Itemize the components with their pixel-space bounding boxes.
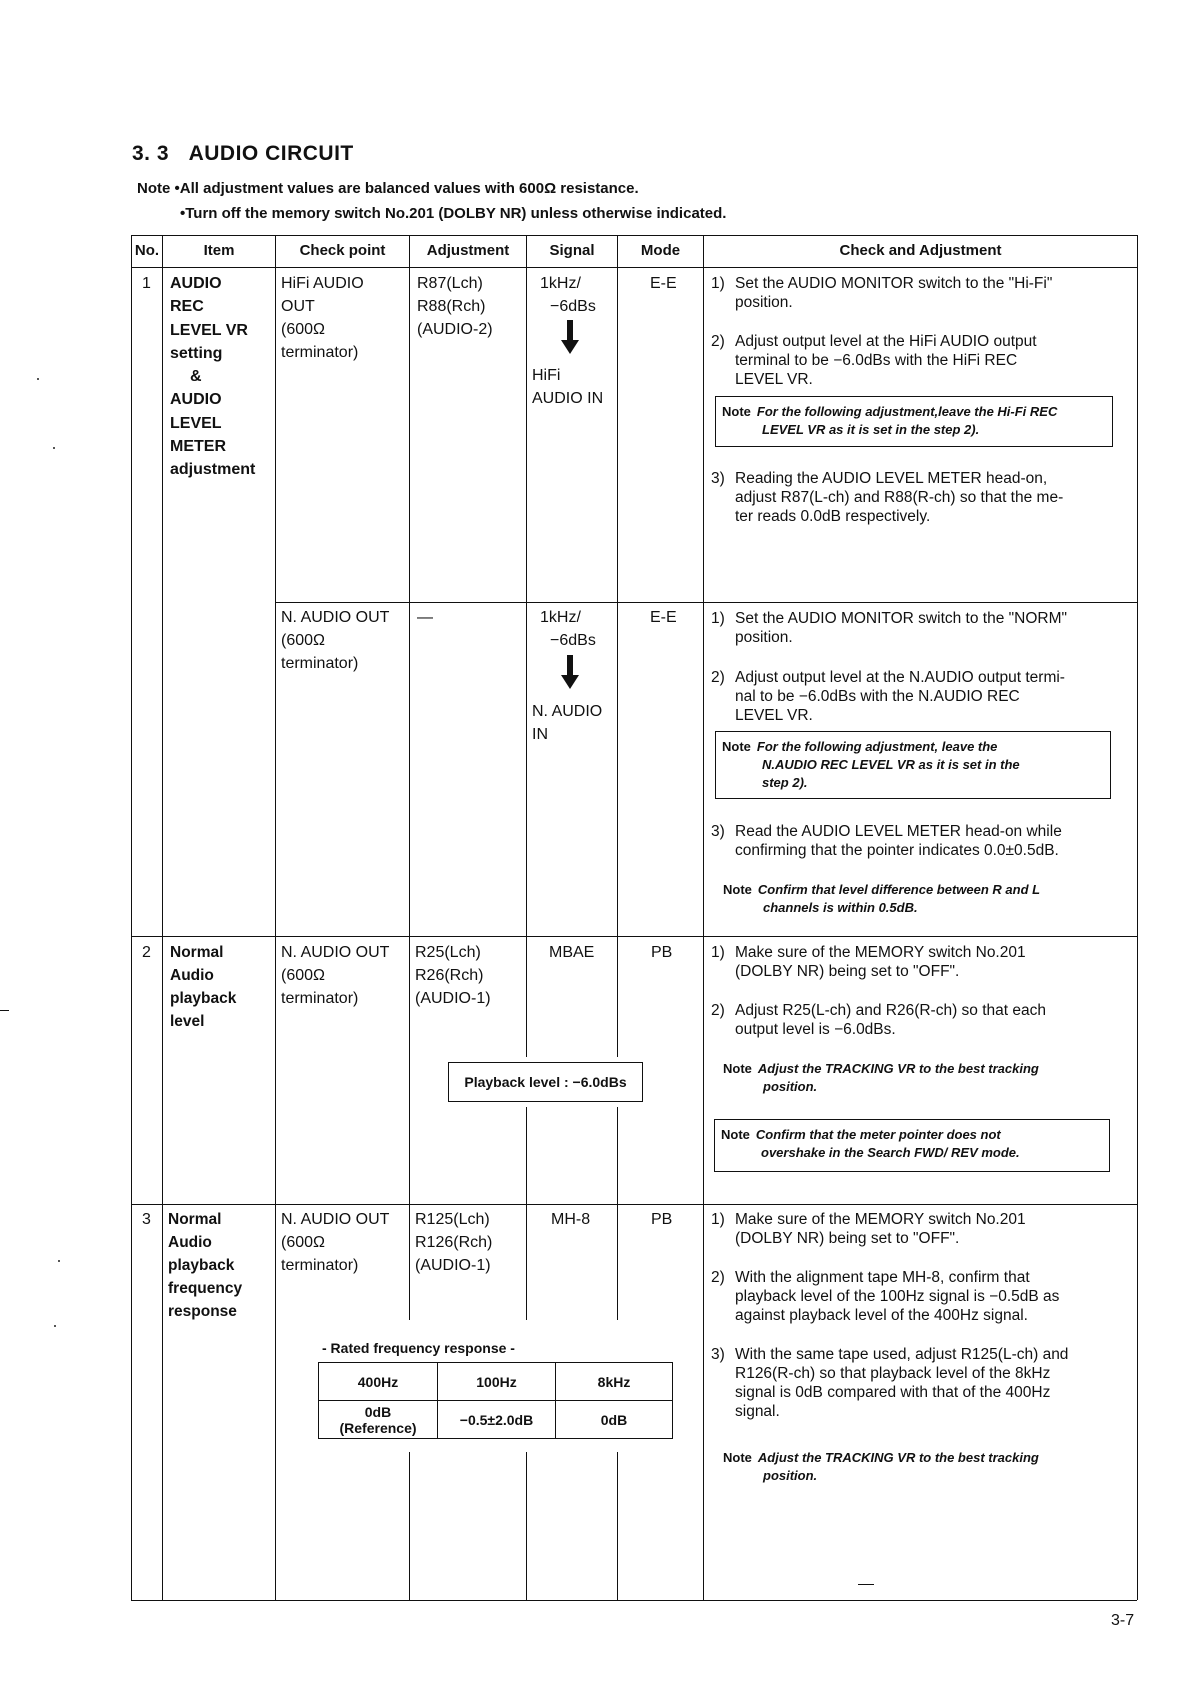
row3-note [723,1449,1039,1485]
row3-item-line: frequency [168,1280,243,1297]
step-line: Adjust R25(L-ch) and R26(R-ch) so that each [735,1002,1047,1019]
scan-mark [54,1325,56,1327]
check-point-line: OUT [281,298,315,315]
signal-line: AUDIO IN [532,390,604,407]
header-separator [131,267,1137,268]
note-line: For the following adjustment, leave the [756,739,998,754]
note-label: Note [721,1127,750,1142]
step-line: Set the AUDIO MONITOR switch to the "Hi-Fi" [735,275,1053,292]
col-line-signal [617,235,618,1057]
step-number: 3) [711,1346,725,1363]
signal-line: IN [532,726,548,743]
row1-item-line: REC [170,298,204,316]
step-line: signal is 0dB compared with that of the 400Hz [735,1384,1051,1401]
note-line: step 2). [762,775,808,790]
scan-mark [53,447,55,449]
col-line-signal-lower [617,1452,618,1600]
row3-signal: MH-8 [551,1211,591,1228]
rated-value-line: (Reference) [339,1419,417,1436]
row1a-step3 [711,469,1063,526]
row1a-note-box [715,396,1113,447]
col-line-item [275,235,276,1600]
note-label: Note [723,882,752,897]
step-line: LEVEL VR. [735,707,813,724]
col-line-adjust [526,235,527,1057]
row3-item [168,1208,242,1323]
rated-value-400hz [319,1401,438,1439]
step-line: Reading the AUDIO LEVEL METER head-on, [735,470,1048,487]
signal-line: 1kHz/ [540,609,581,626]
scan-mark [858,1584,874,1585]
row2-item-line: level [170,1013,205,1030]
section-title: AUDIO CIRCUIT [188,142,354,165]
note-line: position. [763,1468,818,1483]
row1b-step2 [711,668,1065,725]
step-line: Adjust output level at the N.AUDIO output termi- [735,669,1065,686]
note-line: overshake in the Search FWD/ REV mode. [761,1145,1020,1160]
rated-frequency-title: - Rated frequency response - [322,1340,515,1356]
col-line-signal-mid [617,1107,618,1320]
row3-item-line: Audio [168,1234,212,1251]
row1a-adjustment [417,272,493,341]
page-number: 3-7 [1111,1612,1135,1629]
check-point-line: N. AUDIO OUT [281,1211,390,1228]
row1b-note2 [723,881,1040,917]
col-line-adjust-lower [526,1452,527,1600]
general-note-1 [137,180,639,197]
row2-mode: PB [651,944,673,961]
rated-header-400hz: 400Hz [319,1363,438,1401]
adjustment-line: R25(Lch) [415,944,481,961]
check-point-line: N. AUDIO OUT [281,944,390,961]
check-point-line: (600Ω [281,632,325,649]
step-line: Read the AUDIO LEVEL METER head-on while [735,823,1062,840]
row1-item-line: & [190,368,202,386]
note-line: Adjust the TRACKING VR to the best tracking [757,1450,1039,1465]
row3-item-line: playback [168,1257,235,1274]
signal-line: 1kHz/ [540,275,581,292]
row3-number: 3 [142,1211,151,1228]
row2-separator [131,1204,1137,1205]
step-number: 2) [711,333,725,350]
header-signal: Signal [549,242,595,259]
row1a-step2 [711,332,1037,389]
rated-frequency-table [318,1362,673,1439]
rated-header-100hz: 100Hz [438,1363,556,1401]
step-number: 1) [711,944,725,961]
note-line: Confirm that level difference between R and L [757,882,1041,897]
row2-item-line: Normal [170,944,224,961]
row2-item-line: playback [170,990,237,1007]
check-point-line: terminator) [281,1257,359,1274]
row1-sub-separator [275,602,1137,603]
row3-step2 [711,1268,1059,1325]
step-number: 1) [711,275,725,292]
check-point-line: terminator) [281,655,359,672]
adjustment-line: R126(Rch) [415,1234,493,1251]
row1b-adjustment: — [417,609,433,626]
row3-step3 [711,1345,1068,1421]
check-point-line: (600Ω [281,1234,325,1251]
note-label: Note [723,1450,752,1465]
step-number: 2) [711,1269,725,1286]
signal-line: HiFi [532,367,561,384]
col-line-check-lower [409,1452,410,1600]
row1-item-line: LEVEL VR [170,321,248,339]
row1a-step1 [711,274,1052,312]
step-number: 3) [711,823,725,840]
row3-step1 [711,1210,1026,1248]
row1b-check-point [281,606,389,675]
step-number: 2) [711,1002,725,1019]
note-line: Confirm that the meter pointer does not [755,1127,1001,1142]
step-line: position. [735,294,793,311]
row1-item-line: METER [170,438,226,456]
step-line: With the alignment tape MH-8, confirm that [735,1269,1030,1286]
note-line: Adjust the TRACKING VR to the best tracking [757,1061,1039,1076]
note-line: For the following adjustment,leave the Hi-Fi REC [756,404,1058,419]
row1b-note-box [715,731,1111,799]
step-line: ter reads 0.0dB respectively. [735,508,931,525]
adjustment-line: (AUDIO-2) [417,321,493,338]
step-line: LEVEL VR. [735,371,813,388]
row1-item-line: AUDIO [170,391,222,409]
adjustment-line: R87(Lch) [417,275,483,292]
section-heading [132,142,354,166]
row2-item-line: Audio [170,967,214,984]
step-line: position. [735,629,793,646]
note-line: LEVEL VR as it is set in the step 2). [762,422,980,437]
step-line: Set the AUDIO MONITOR switch to the "NORM" [735,610,1067,627]
row2-note [723,1060,1039,1096]
col-line-check [409,235,410,1320]
adjustment-line: R88(Rch) [417,298,486,315]
header-check-point: Check point [299,242,386,259]
col-line-mode [703,235,704,1600]
rated-value-8khz: 0dB [556,1401,673,1439]
header-item: Item [203,242,235,259]
note-line: channels is within 0.5dB. [763,900,918,915]
row1b-step3 [711,822,1062,860]
row3-adjustment [415,1208,492,1277]
signal-line: −6dBs [550,632,596,649]
step-line: terminal to be −6.0dBs with the HiFi REC [735,352,1018,369]
row3-check-point [281,1208,389,1277]
row2-check-point [281,941,389,1010]
step-line: against playback level of the 400Hz signal. [735,1307,1028,1324]
scan-mark [37,378,39,380]
adjustment-line: (AUDIO-1) [415,990,491,1007]
general-note-text-1: •All adjustment values are balanced values with 600Ω resistance. [174,180,639,197]
general-note-2 [180,205,726,222]
step-line: signal. [735,1403,780,1420]
row1-item-line: adjustment [170,461,256,479]
general-note-text-2: •Turn off the memory switch No.201 (DOLBY NR) unless otherwise indicated. [180,205,727,222]
note-line: position. [763,1079,818,1094]
check-point-line: terminator) [281,990,359,1007]
table-border-right [1137,235,1138,1600]
note-label: Note [722,739,751,754]
header-adjustment: Adjustment [426,242,510,259]
step-number: 2) [711,669,725,686]
row1a-check-point [281,272,364,364]
row2-step1 [711,943,1026,981]
step-line: (DOLBY NR) being set to "OFF". [735,1230,960,1247]
row1b-mode: E-E [650,609,677,626]
col-line-no [162,235,163,1600]
row1a-signal-top [540,272,596,318]
note-label: Note [722,404,751,419]
step-line: Adjust output level at the HiFi AUDIO output [735,333,1037,350]
scan-mark [58,1260,60,1262]
row1-separator [131,936,1137,937]
scan-mark [0,1010,9,1011]
row1b-signal-top [540,606,596,652]
row2-number: 2 [142,944,151,961]
header-mode: Mode [640,242,681,259]
row1-number: 1 [142,275,151,292]
row2-signal: MBAE [549,944,595,961]
step-line: Make sure of the MEMORY switch No.201 [735,1211,1026,1228]
rated-value-100hz: −0.5±2.0dB [438,1401,556,1439]
row3-item-line: Normal [168,1211,222,1228]
row3-mode: PB [651,1211,673,1228]
row2-note-box [714,1119,1110,1172]
general-note-label: Note [137,180,171,197]
row2-step2 [711,1001,1046,1039]
rated-header-8khz: 8kHz [556,1363,673,1401]
note-line: N.AUDIO REC LEVEL VR as it is set in the [762,757,1020,772]
step-line: output level is −6.0dBs. [735,1021,896,1038]
check-point-line: (600Ω [281,321,325,338]
step-line: With the same tape used, adjust R125(L-ch) and [735,1346,1069,1363]
signal-line: −6dBs [550,298,596,315]
row1-item-line: AUDIO [170,275,222,292]
row2-adjustment [415,941,491,1010]
adjustment-line: R125(Lch) [415,1211,490,1228]
row1b-signal-bottom [532,700,602,746]
note-label: Note [723,1061,752,1076]
rated-value-line: 0dB [364,1403,392,1420]
step-line: adjust R87(L-ch) and R88(R-ch) so that the me- [735,489,1064,506]
table-border-bottom [131,1600,1137,1601]
row3-item-line: response [168,1303,237,1320]
playback-level-box: Playback level : −6.0dBs [448,1062,643,1102]
row1b-step1 [711,609,1067,647]
adjustment-line: R26(Rch) [415,967,484,984]
row1a-signal-bottom [532,364,603,410]
check-point-line: (600Ω [281,967,325,984]
step-line: R126(R-ch) so that playback level of the 8kHz [735,1365,1051,1382]
table-border-left [131,235,132,1600]
check-point-line: N. AUDIO OUT [281,609,390,626]
check-point-line: HiFi AUDIO [281,275,364,292]
step-line: nal to be −6.0dBs with the N.AUDIO REC [735,688,1020,705]
row2-item [170,941,236,1033]
row1-item-line: LEVEL [170,414,222,432]
step-number: 1) [711,610,725,627]
signal-line: N. AUDIO [532,703,603,720]
step-line: (DOLBY NR) being set to "OFF". [735,963,960,980]
step-line: Make sure of the MEMORY switch No.201 [735,944,1026,961]
step-number: 1) [711,1211,725,1228]
header-no: No. [134,242,160,259]
row1-item [170,272,255,482]
col-line-adjust-mid [526,1107,527,1320]
row1-item-line: setting [170,344,223,362]
section-number: 3. 3 [132,142,170,165]
row1a-mode: E-E [650,275,677,292]
check-point-line: terminator) [281,344,359,361]
adjustment-line: (AUDIO-1) [415,1257,491,1274]
step-number: 3) [711,470,725,487]
step-line: playback level of the 100Hz signal is −0.5dB as [735,1288,1060,1305]
step-line: confirming that the pointer indicates 0.0±0.5dB. [735,842,1059,859]
header-check-and-adjustment: Check and Adjustment [839,242,1002,259]
